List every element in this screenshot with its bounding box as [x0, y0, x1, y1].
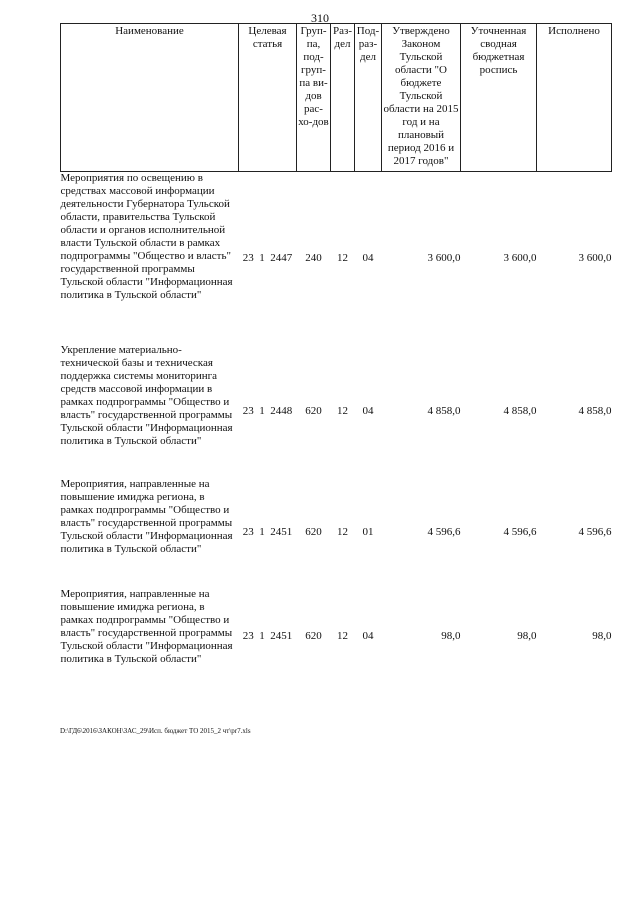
row-expense-group: 620 [305, 629, 322, 642]
row-target-article: 23 1 2451 [242, 629, 293, 642]
row-expense-group: 620 [305, 404, 322, 417]
table-row [61, 172, 612, 345]
row-revised: 3 600,0 [503, 251, 537, 264]
table-row [61, 344, 612, 478]
row-approved: 3 600,0 [427, 251, 461, 264]
table-row [61, 586, 612, 686]
row-section: 12 [337, 251, 348, 264]
header-section: Раз-дел [331, 24, 355, 172]
row-section: 12 [337, 525, 348, 538]
row-target-article: 23 1 2451 [242, 525, 293, 538]
row-approved: 98,0 [441, 629, 461, 642]
header-revised: Уточненная сводная бюджетная роспись [461, 24, 537, 172]
row-approved: 4 858,0 [427, 404, 461, 417]
file-path-footer: D:\ГД6\2016\ЗАКОН\ЗАС_29\Исп. бюджет ТО 2015_2 чт\pr7.xls [60, 727, 251, 735]
row-subsection: 04 [362, 404, 374, 417]
row-revised: 98,0 [517, 629, 537, 642]
header-approved: Утверждено Законом Тульской области "О бюджете Тульской области на 2015 год и на плановый период 2016 и 2017 годов" [382, 24, 461, 172]
header-name: Наименование [61, 24, 239, 172]
row-revised: 4 596,6 [503, 525, 537, 538]
row-subsection: 04 [362, 251, 374, 264]
row-target-article: 23 1 2447 [242, 251, 293, 264]
row-executed: 98,0 [592, 629, 612, 642]
table-header-row [61, 24, 612, 172]
row-section: 12 [337, 404, 348, 417]
row-revised: 4 858,0 [503, 404, 537, 417]
row-section: 12 [337, 629, 348, 642]
row-approved: 4 596,6 [427, 525, 461, 538]
row-name: Мероприятия, направленные на повышение имиджа региона, в рамках подпрограммы "Общество и власть" государственной программы Тульской области "Информационная политика в Тульской области" [60, 588, 233, 665]
header-executed: Исполнено [537, 24, 612, 172]
header-subsection: Под-раз-дел [355, 24, 382, 172]
row-name: Укрепление материально-технической базы и техническая поддержка системы мониторинга средств массовой информации в рамках подпрограммы "Общество и власть" государственной программы Тульской области "Информационная политика в Тульской области" [60, 344, 233, 447]
row-executed: 4 858,0 [578, 404, 612, 417]
budget-table [60, 23, 612, 686]
row-subsection: 04 [362, 629, 374, 642]
row-target-article: 23 1 2448 [242, 404, 293, 417]
table-row [61, 478, 612, 586]
header-target-article: Целевая статья [239, 24, 297, 172]
row-name: Мероприятия, направленные на повышение имиджа региона, в рамках подпрограммы "Общество и власть" государственной программы Тульской области "Информационная политика в Тульской области" [60, 478, 233, 555]
row-executed: 4 596,6 [578, 525, 612, 538]
page-number: 310 [311, 11, 329, 25]
header-expense-group: Груп-па, под-груп-па ви-дов рас-хо-дов [297, 24, 331, 172]
row-executed: 3 600,0 [578, 251, 612, 264]
row-expense-group: 240 [305, 251, 322, 264]
row-subsection: 01 [362, 525, 374, 538]
row-name: Мероприятия по освещению в средствах массовой информации деятельности Губернатора Тульской области, правительства Тульской области и органов исполнительной власти Тульской области в рамках подпрограммы "Общество и власть" государственной программы Тульской области "Информационная политика в Тульской области" [60, 172, 233, 301]
row-expense-group: 620 [305, 525, 322, 538]
